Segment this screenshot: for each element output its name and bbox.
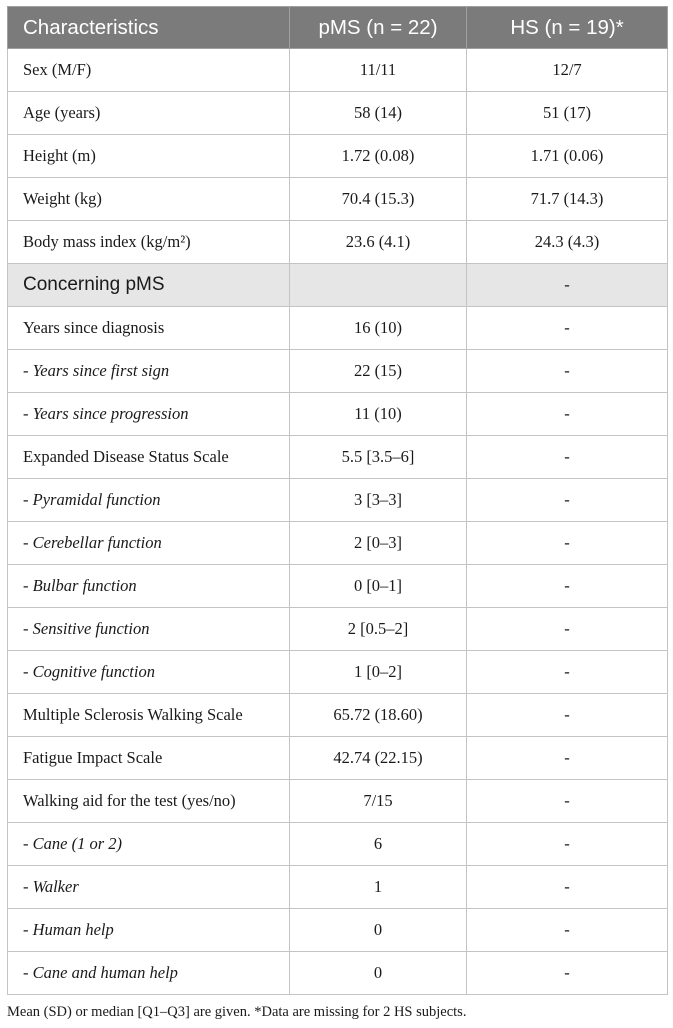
- table-row: [8, 866, 668, 909]
- row-label: Sex (M/F): [8, 49, 290, 92]
- table-row: [8, 651, 668, 694]
- pms-value: 42.74 (22.15): [290, 737, 467, 780]
- table-row: [8, 780, 668, 823]
- hs-value: -: [467, 565, 668, 608]
- pms-value: 6: [290, 823, 467, 866]
- row-label: Height (m): [8, 135, 290, 178]
- pms-value: 58 (14): [290, 92, 467, 135]
- table-row: [8, 350, 668, 393]
- pms-value: [290, 264, 467, 307]
- table-row: [8, 436, 668, 479]
- table-row: [8, 737, 668, 780]
- row-label: - Bulbar function: [8, 565, 290, 608]
- row-label: Fatigue Impact Scale: [8, 737, 290, 780]
- hs-value: -: [467, 436, 668, 479]
- table-row: [8, 221, 668, 264]
- section-label: Concerning pMS: [8, 264, 290, 307]
- row-label: - Years since progression: [8, 393, 290, 436]
- table-row: [8, 135, 668, 178]
- pms-value: 0: [290, 909, 467, 952]
- hs-value: -: [467, 952, 668, 995]
- pms-value: 65.72 (18.60): [290, 694, 467, 737]
- table-row: [8, 49, 668, 92]
- row-label: - Years since first sign: [8, 350, 290, 393]
- hs-value: -: [467, 307, 668, 350]
- pms-value: 3 [3–3]: [290, 479, 467, 522]
- table-row: [8, 823, 668, 866]
- row-label: Walking aid for the test (yes/no): [8, 780, 290, 823]
- table-row: [8, 909, 668, 952]
- pms-value: 0 [0–1]: [290, 565, 467, 608]
- row-label: Body mass index (kg/m²): [8, 221, 290, 264]
- pms-value: 22 (15): [290, 350, 467, 393]
- pms-value: 16 (10): [290, 307, 467, 350]
- row-label: Multiple Sclerosis Walking Scale: [8, 694, 290, 737]
- hs-value: 24.3 (4.3): [467, 221, 668, 264]
- header-characteristics: Characteristics: [8, 7, 290, 49]
- hs-value: -: [467, 393, 668, 436]
- table-row: [8, 92, 668, 135]
- hs-value: -: [467, 264, 668, 307]
- hs-value: -: [467, 694, 668, 737]
- table-row: [8, 178, 668, 221]
- hs-value: -: [467, 866, 668, 909]
- row-label: Age (years): [8, 92, 290, 135]
- pms-value: 1: [290, 866, 467, 909]
- row-label: - Walker: [8, 866, 290, 909]
- row-label: - Sensitive function: [8, 608, 290, 651]
- hs-value: 1.71 (0.06): [467, 135, 668, 178]
- hs-value: -: [467, 737, 668, 780]
- table-footnote: Mean (SD) or median [Q1–Q3] are given. *Data are missing for 2 HS subjects.: [7, 1004, 467, 1020]
- hs-value: -: [467, 350, 668, 393]
- hs-value: -: [467, 608, 668, 651]
- hs-value: -: [467, 780, 668, 823]
- row-label: - Cane and human help: [8, 952, 290, 995]
- table-row: [8, 565, 668, 608]
- row-label: - Cerebellar function: [8, 522, 290, 565]
- pms-value: 2 [0–3]: [290, 522, 467, 565]
- table-row: [8, 522, 668, 565]
- pms-value: 11 (10): [290, 393, 467, 436]
- pms-value: 0: [290, 952, 467, 995]
- section-row-concerning-pms: [8, 264, 668, 307]
- pms-value: 7/15: [290, 780, 467, 823]
- pms-value: 1.72 (0.08): [290, 135, 467, 178]
- hs-value: -: [467, 909, 668, 952]
- row-label: - Pyramidal function: [8, 479, 290, 522]
- table-row: [8, 307, 668, 350]
- row-label: Years since diagnosis: [8, 307, 290, 350]
- header-pms: pMS (n = 22): [290, 7, 467, 49]
- pms-value: 11/11: [290, 49, 467, 92]
- characteristics-table: [7, 6, 668, 995]
- hs-value: 51 (17): [467, 92, 668, 135]
- table-row: [8, 393, 668, 436]
- row-label: Weight (kg): [8, 178, 290, 221]
- table-row: [8, 694, 668, 737]
- pms-value: 70.4 (15.3): [290, 178, 467, 221]
- hs-value: -: [467, 651, 668, 694]
- pms-value: 23.6 (4.1): [290, 221, 467, 264]
- pms-value: 5.5 [3.5–6]: [290, 436, 467, 479]
- pms-value: 1 [0–2]: [290, 651, 467, 694]
- row-label: Expanded Disease Status Scale: [8, 436, 290, 479]
- hs-value: 71.7 (14.3): [467, 178, 668, 221]
- table-row: [8, 952, 668, 995]
- hs-value: -: [467, 479, 668, 522]
- pms-value: 2 [0.5–2]: [290, 608, 467, 651]
- hs-value: -: [467, 522, 668, 565]
- table-row: [8, 608, 668, 651]
- row-label: - Human help: [8, 909, 290, 952]
- hs-value: 12/7: [467, 49, 668, 92]
- table-row: [8, 479, 668, 522]
- table-header-row: [8, 7, 668, 49]
- row-label: - Cane (1 or 2): [8, 823, 290, 866]
- header-hs: HS (n = 19)*: [467, 7, 668, 49]
- row-label: - Cognitive function: [8, 651, 290, 694]
- hs-value: -: [467, 823, 668, 866]
